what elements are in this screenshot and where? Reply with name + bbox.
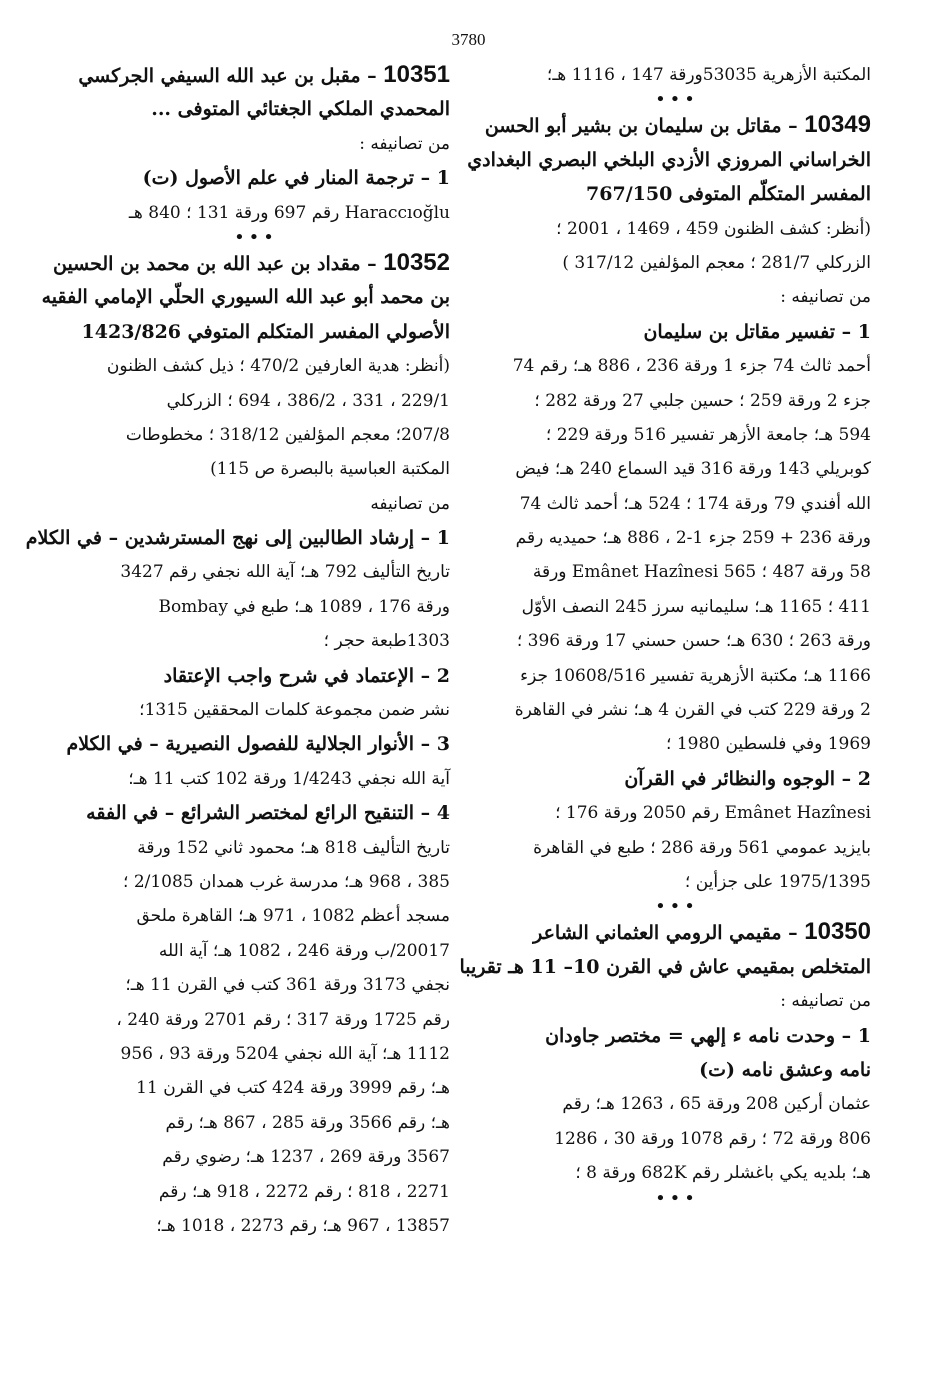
entry-heading (483, 108, 871, 142)
entry-heading-text: 1 – وحدت نامه ء إلهي = مختصر جاودان (545, 1024, 871, 1047)
entry-heading-text: 2 – الإعتماد في شرح واجب الإعتقاد (163, 664, 450, 687)
right-column (459, 58, 871, 1209)
text-line: أحمد ثالث 74 جزء 1 ورقة 236 ، 886 هـ؛ رقم 74 (512, 356, 871, 377)
entry-heading-text: الخراساني المروزي الأزدي البلخي البصري البغدادي (467, 148, 871, 171)
text-line: ورقة 176 ، 1089 هـ؛ طبع في Bombay (158, 596, 450, 617)
text-line: 1166 هـ؛ مكتبة الأزهرية تفسير 10608/516 جزء (520, 665, 871, 686)
entry-title-line (41, 280, 450, 314)
text-line: Emânet Hazînesi رقم 2050 ورقة 176 ؛ (555, 803, 871, 824)
text-line: 1303طبعة حجر ؛ (323, 631, 450, 652)
text-line: آية الله نجفي 1/4243 ورقة 102 كتب 11 هـ؛ (128, 768, 450, 789)
entry-heading-text: المتخلص بمقيمي عاش في القرن 10– 11 هـ تقريبا (459, 955, 871, 978)
text-line: من تصانيفه : (780, 991, 871, 1012)
entry-heading-text: نامه وعشق نامه (ت) (699, 1058, 871, 1081)
text-line: بايزيد عمومي 561 ورقة 286 ؛ طبع في القاهرة (533, 837, 871, 858)
entry-title-line (62, 796, 450, 830)
text-line: 3567 ورقة 269 ، 1237 هـ؛ رضوي رقم (162, 1147, 450, 1168)
text-line: Haraccıoğlu رقم 697 ورقة 131 ؛ 840 هـ (128, 202, 450, 223)
text-line: ورقة 263 ؛ 630 هـ؛ حسن حسني 17 ورقة 396 ؛ (516, 631, 871, 652)
entry-separator: ••• (655, 1187, 699, 1209)
entry-heading (62, 58, 450, 92)
entry-title-line (467, 143, 871, 177)
entry-number: 10349 (804, 111, 871, 139)
entry-heading-text: 4 – التنقيح الرائع لمختصر الشرائع – في الفقه (86, 802, 450, 825)
text-line: 229/1 ، 331 ، 386/2 ، 694 ؛ الزركلي (166, 390, 450, 411)
text-line: كوبريلي 143 ورقة 316 قيد السماع 240 هـ؛ فيض (515, 459, 871, 480)
text-line: ورقة 236 + 259 جزء 1-2 ، 886 هـ؛ حميديه رقم (515, 528, 871, 549)
text-line: المكتبة العباسية بالبصرة ص 115) (210, 459, 450, 480)
entry-heading-text: 1 – إرشاد الطالبين إلى نهج المسترشدين – في الكلام (25, 527, 450, 550)
text-line: 1975/1395 على جزأين ؛ (684, 871, 871, 892)
text-line: من تصانيفه : (780, 287, 871, 308)
entry-heading-text: – مقاتل بن سليمان بن بشير أبو الحسن (484, 115, 805, 138)
entry-heading-text: 1 – تفسير مقاتل بن سليمان (643, 320, 871, 343)
entry-heading-text: الأصولي المفسر المتكلم المتوفي 1423/826 (81, 320, 450, 343)
text-line: 411 ؛ 1165 هـ؛ سليمانيه سرز 245 النصف الأوّل (521, 596, 871, 617)
text-line: 1112 هـ؛ آية الله نجفي 5204 ورقة 93 ، 956 (120, 1043, 450, 1064)
entry-heading-text: – مقيمي الرومي العثماني الشاعر (533, 922, 805, 945)
entry-number: 10352 (383, 248, 450, 276)
text-line: الزركلي 281/7 ؛ معجم المؤلفين 317/12 ) (562, 252, 871, 273)
text-line: 58 ورقة 487 ؛ Emânet Hazînesi 565 ورقة (532, 562, 871, 583)
entry-title-line (483, 315, 871, 349)
entry-number: 10350 (804, 918, 871, 946)
entry-title-line (483, 1053, 871, 1087)
entry-heading-text: المفسر المتكلّم المتوفى 767/150 (586, 183, 871, 206)
entry-title-line (62, 659, 450, 693)
text-line: 806 ورقة 72 ؛ رقم 1078 ورقة 30 ، 1286 (554, 1128, 871, 1149)
entry-title-line (25, 521, 450, 555)
text-line: 20017/ب ورقة 246 ، 1082 هـ؛ آية الله (158, 940, 450, 961)
text-line: من تصانيفه : (359, 133, 450, 154)
entry-title-line (62, 161, 450, 195)
text-line: هـ؛ بلديه يكي باغشلر رقم 682K ورقة 8 ؛ (575, 1163, 871, 1184)
left-column (25, 58, 450, 1243)
text-line: تاريخ التأليف 818 هـ؛ محمود ثاني 152 ورقة (137, 837, 450, 858)
entry-heading-text: – مقبل بن عبد الله السيفي الجركسي (78, 65, 384, 87)
text-line: رقم 1725 ورقة 317 ؛ رقم 2701 ورقة 240 ، (116, 1009, 450, 1030)
entry-separator: ••• (655, 896, 699, 918)
entry-title-line (459, 950, 871, 984)
text-line: 594 هـ؛ جامعة الأزهر تفسير 516 ورقة 229 ؛ (545, 424, 871, 445)
entry-number: 10351 (383, 61, 450, 88)
page-number: 3780 (451, 30, 486, 49)
text-line: المكتبة الأزهرية 53035ورقة 147 ، 1116 هـ؛ (546, 65, 871, 85)
entry-heading-text: بن محمد أبو عبد الله السيوري الحلّي الإمامي الفقيه (41, 286, 450, 309)
text-line: الله أفندي 79 ورقة 174 ؛ 524 هـ؛ أحمد ثالث 74 (519, 493, 871, 514)
text-line: من تصانيفه (370, 493, 450, 514)
text-line: عثمان أركين 208 ورقة 65 ، 1263 هـ؛ رقم (562, 1094, 871, 1115)
entry-title-line (62, 92, 450, 126)
entry-heading-text: – مقداد بن عبد الله بن محمد بن الحسين (52, 252, 384, 275)
text-line: نشر ضمن مجموعة كلمات المحققين 1315؛ (139, 700, 450, 721)
text-line: (أنظر: كشف الظنون 459 ، 1469 ، 2001 ؛ (556, 218, 871, 239)
entry-heading (52, 246, 450, 280)
entry-title-line (483, 762, 871, 796)
entry-title-line (62, 727, 450, 761)
text-line: 385 ، 968 هـ؛ مدرسة غرب همدان 2/1085 ؛ (123, 871, 450, 892)
text-line: (أنظر: هدية العارفين 470/2 ؛ ذيل كشف الظنون (106, 356, 450, 377)
text-line: جزء 2 ورقة 259 ؛ حسين جلبي 27 ورقة 282 ؛ (534, 390, 871, 411)
text-line: هـ؛ رقم 3566 ورقة 285 ، 867 هـ؛ رقم (165, 1112, 450, 1133)
entry-heading (483, 915, 871, 949)
entry-title-line (483, 1019, 871, 1053)
entry-title-line (62, 315, 450, 349)
text-line: هـ؛ رقم 3999 ورقة 424 كتب في القرن 11 (136, 1078, 450, 1099)
text-line: مسجد أعظم 1082 ، 971 هـ؛ القاهرة ملحق (136, 906, 450, 927)
text-line: 13857 ، 967 هـ؛ رقم 2273 ، 1018 هـ؛ (156, 1215, 450, 1236)
text-line: نجفي 3173 ورقة 361 كتب في القرن 11 هـ؛ (125, 975, 450, 996)
entry-title-line (483, 177, 871, 211)
entry-separator: ••• (234, 226, 278, 248)
text-line: تاريخ التأليف 792 هـ؛ آية الله نجفي رقم 3427 (120, 562, 450, 583)
text-line: 1969 وفي فلسطين 1980 ؛ (666, 734, 871, 755)
text-line: 2 ورقة 229 كتب في القرن 4 هـ؛ نشر في القاهرة (514, 700, 871, 721)
entry-heading-text: 3 – الأنوار الجلالية للفصول النصيرية – في الكلام (66, 733, 450, 756)
entry-heading-text: 1 – ترجمة المنار في علم الأصول (ت) (142, 167, 450, 190)
text-line: 207/8؛ معجم المؤلفين 318/12 ؛ مخطوطات (125, 424, 450, 445)
entry-separator: ••• (655, 89, 699, 111)
entry-heading-text: 2 – الوجوه والنظائر في القرآن (624, 767, 871, 790)
entry-heading-text: المحمدي الملكي الجغتائي المتوفى ... (151, 98, 450, 121)
text-line: 2271 ، 818 ؛ رقم 2272 ، 918 هـ؛ رقم (158, 1181, 450, 1202)
